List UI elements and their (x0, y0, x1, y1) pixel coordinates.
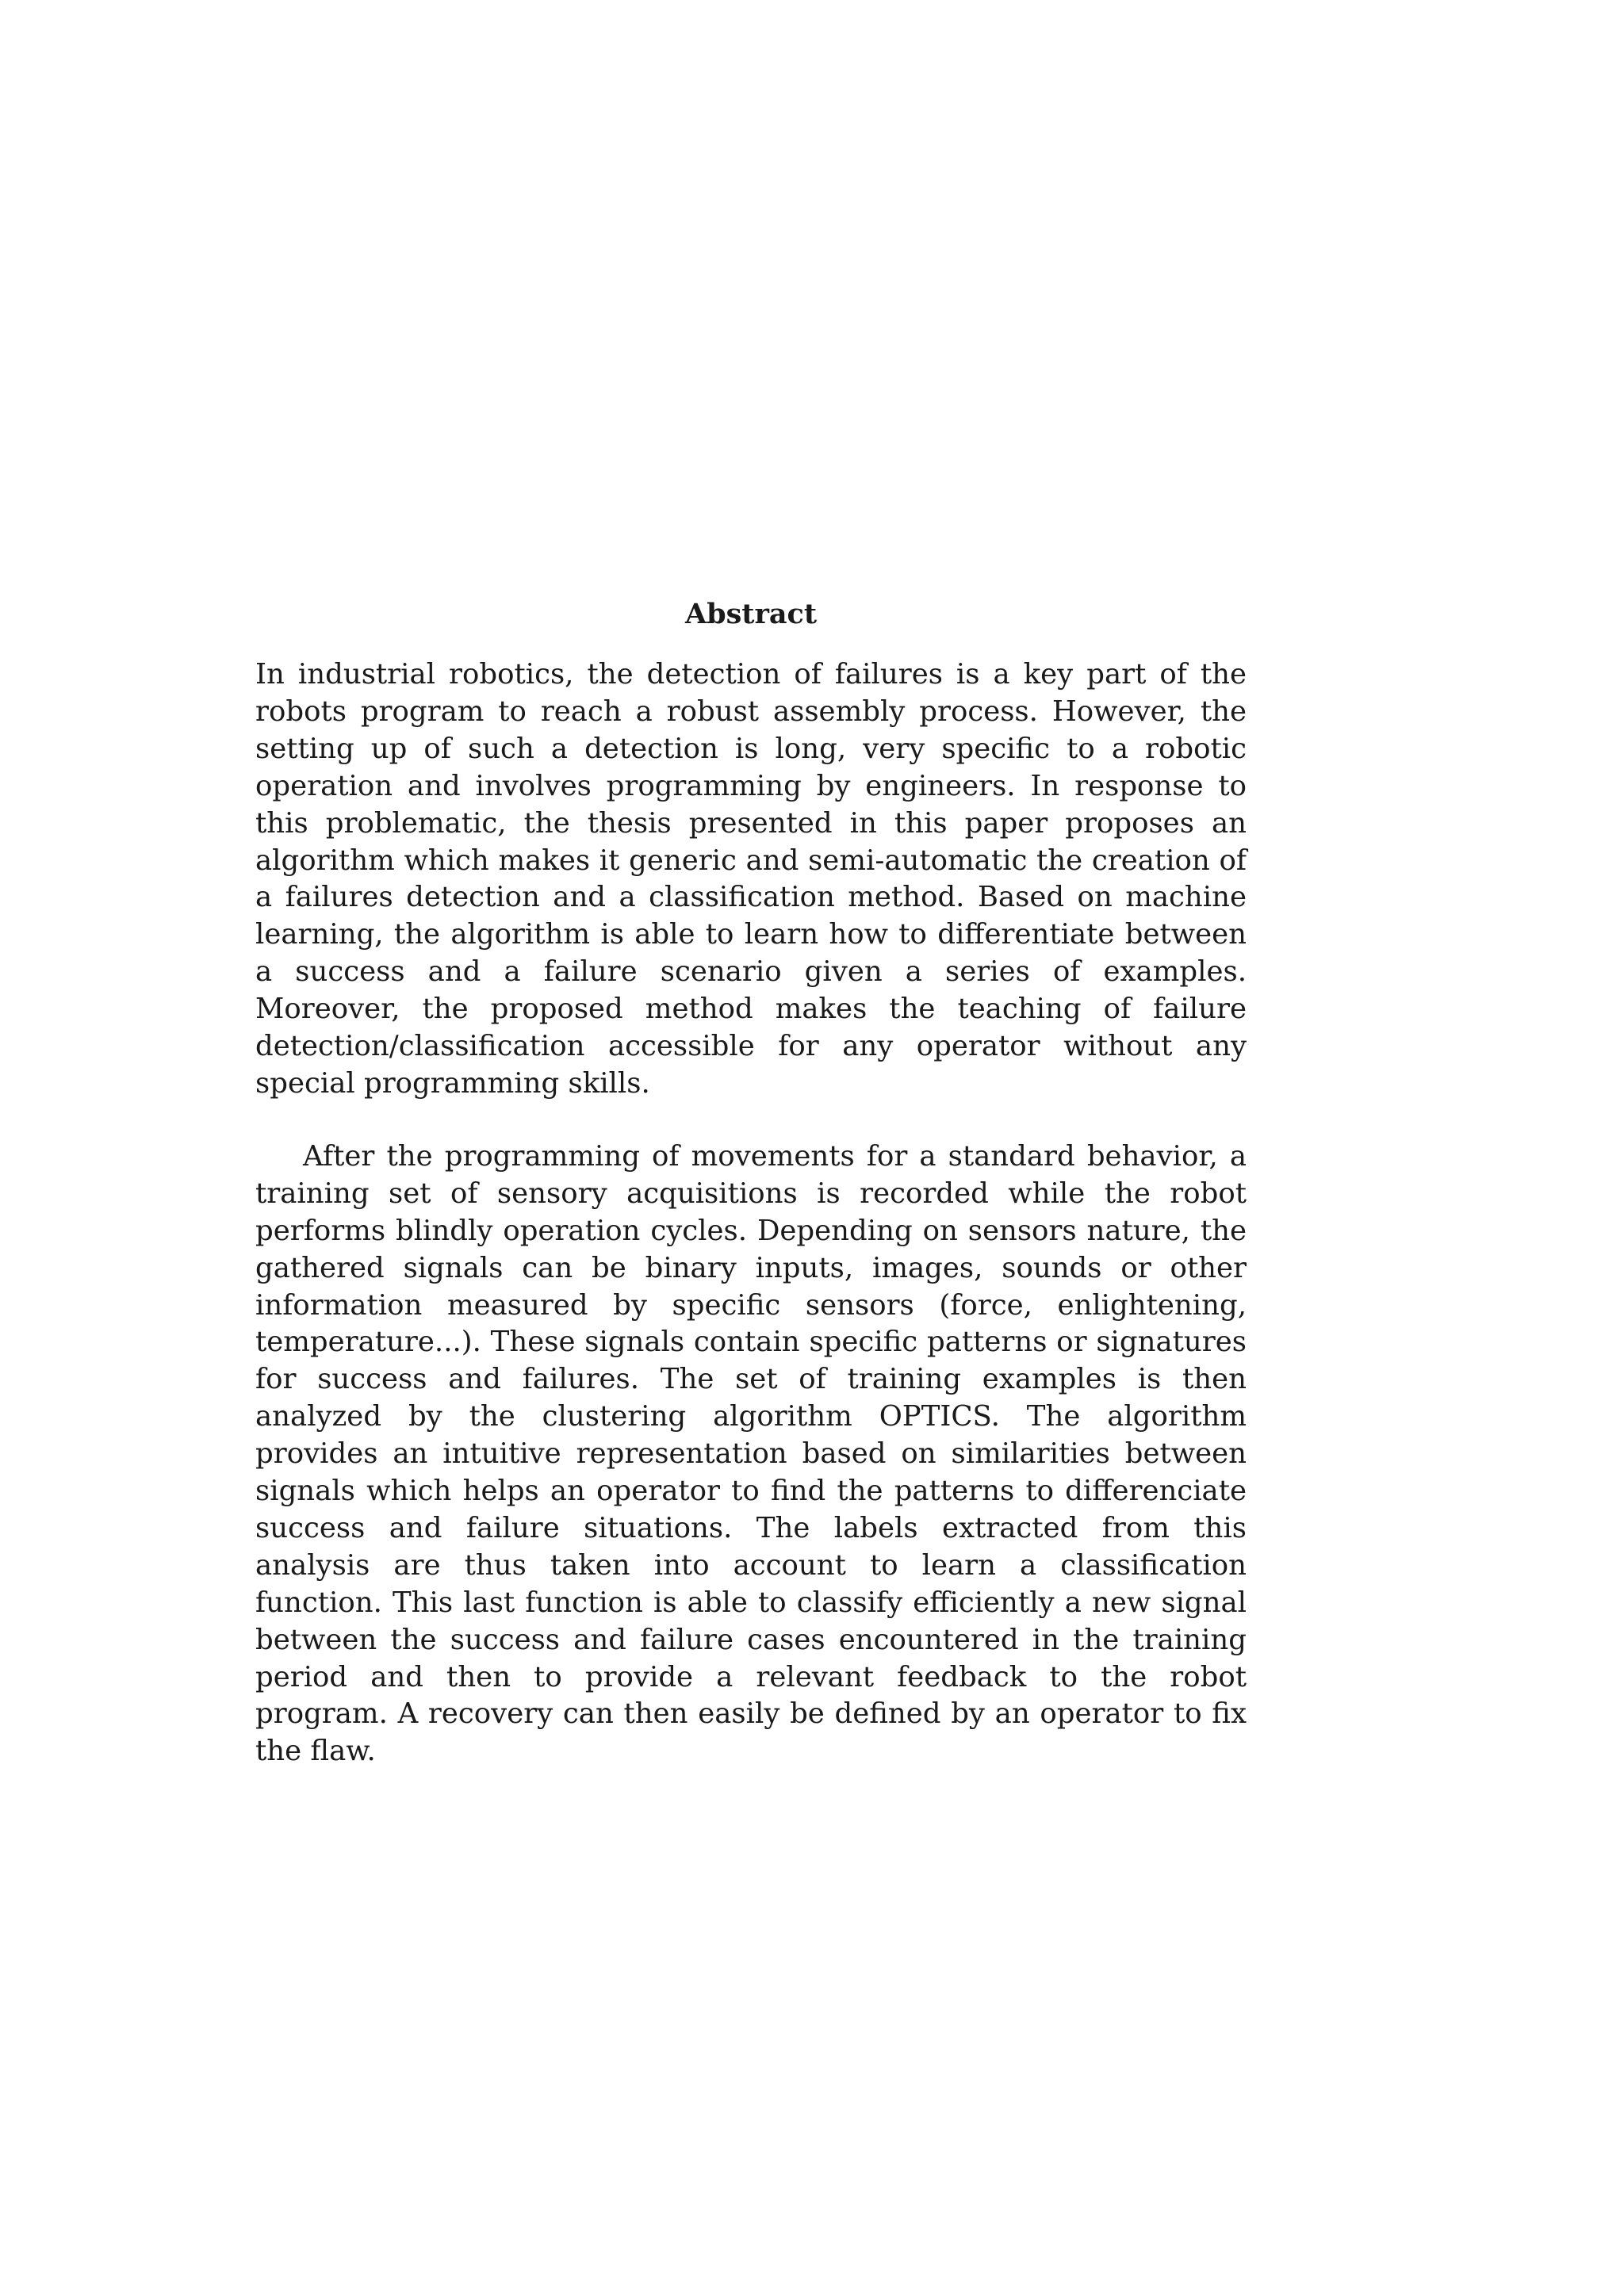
abstract-paragraph-1: In industrial robotics, the detection of failures is a key part of the robots program to reach a robust assembly process. However, the setting up of such a detection is long, very specific to a robotic operation and involves programming by engineers. In response to this problematic, the thesis presented in this paper proposes an algorithm which makes it generic and semi-automatic the creation of a failures detection and a classification method. Based on machine learning, the algorithm is able to learn how to differentiate between a success and a failure scenario given a series of examples. Moreover, the proposed method makes the teaching of failure detection/classification accessible for any operator without any special programming skills. (255, 658, 1247, 1100)
abstract-section (255, 595, 1247, 1770)
abstract-paragraph-2: After the programming of movements for a standard behavior, a training set of sensory acquisitions is recorded while the robot performs blindly operation cycles. Depending on sensors nature, the gathered signals can be binary inputs, images, sounds or other information measured by specific sensors (force, enlightening, temperature...). These signals contain specific patterns or signatures for success and failures. The set of training examples is then analyzed by the clustering algorithm OPTICS. The algorithm provides an intuitive representation based on similarities between signals which helps an operator to find the patterns to differenciate success and failure situations. The labels extracted from this analysis are thus taken into account to learn a classification function. This last function is able to classify efficiently a new signal between the success and failure cases encountered in the training period and then to provide a relevant feedback to the robot program. A recovery can then easily be defined by an operator to fix the flaw. (255, 1139, 1247, 1768)
abstract-heading: Abstract (684, 598, 818, 630)
